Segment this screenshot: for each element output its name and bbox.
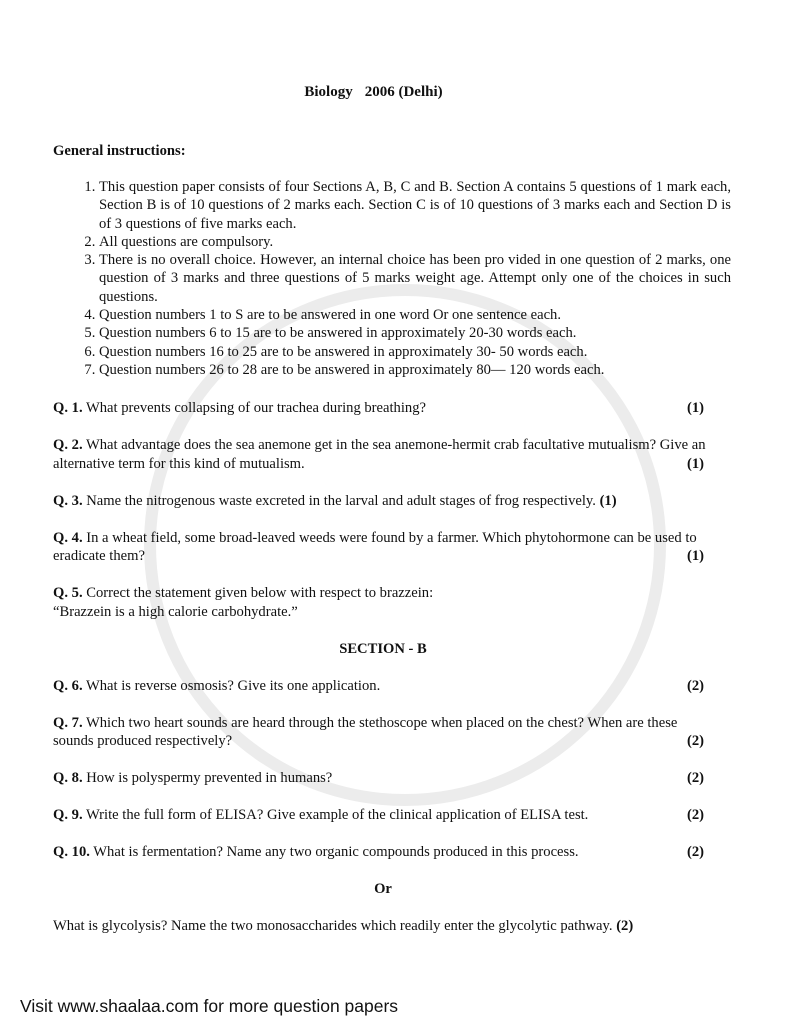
marks: (2) xyxy=(687,677,705,694)
marks: (2) xyxy=(616,918,634,935)
instructions-list xyxy=(53,178,731,379)
instructions-heading: General instructions: xyxy=(53,143,186,159)
question-3 xyxy=(53,492,713,511)
footer-text: Visit www.shaalaa.com for more question papers xyxy=(20,996,399,1016)
question-paper xyxy=(53,83,731,954)
question-1 xyxy=(53,399,713,418)
question-4 xyxy=(53,529,713,566)
instruction-item: 2. All questions are compulsory. xyxy=(99,233,731,251)
paper-title xyxy=(0,83,694,101)
question-text: In a wheat field, some broad-leaved weeds were found by a farmer. Which phytohormone can be used to eradicate them? xyxy=(53,529,697,565)
question-2 xyxy=(53,436,713,473)
question-quote: “Brazzein is a high calorie carbohydrate.” xyxy=(53,603,298,620)
instruction-item: 6. Question numbers 16 to 25 are to be answered in approximately 30- 50 words each. xyxy=(99,343,731,361)
instruction-item: 5. Question numbers 6 to 15 are to be answered in approximately 20-30 words each. xyxy=(99,324,731,342)
question-number: Q. 5. xyxy=(53,585,83,602)
question-number: Q. 7. xyxy=(53,714,83,731)
questions xyxy=(53,399,713,936)
question-text: Name the nitrogenous waste excreted in the larval and adult stages of frog respectively. xyxy=(86,492,596,509)
alternative-question xyxy=(53,917,713,936)
question-number: Q. 10. xyxy=(53,844,90,861)
question-text: What is glycolysis? Name the two monosaccharides which readily enter the glycolytic pathway. xyxy=(53,918,613,935)
question-8 xyxy=(53,769,713,788)
question-text: Which two heart sounds are heard through the stethoscope when placed on the chest? When are these sounds produced respectively? xyxy=(53,714,678,750)
marks: (2) xyxy=(687,733,705,750)
question-9 xyxy=(53,806,713,825)
marks: (1) xyxy=(599,492,617,509)
marks: (2) xyxy=(687,844,705,861)
marks: (2) xyxy=(687,770,705,787)
instruction-item: 1. This question paper consists of four Sections A, B, C and B. Section A contains 5 questions of 1 mark each, Section B is of 10 questions of 2 marks each. Section C is of 10 questions of 3 marks each and Section D is of 3 questions of five marks each. xyxy=(99,178,731,233)
question-text: Write the full form of ELISA? Give example of the clinical application of ELISA test. xyxy=(85,807,589,824)
subject: Biology xyxy=(304,84,353,100)
marks: (1) xyxy=(687,455,705,472)
marks: (1) xyxy=(687,400,705,417)
instruction-item: 7. Question numbers 26 to 28 are to be answered in approximately 80— 120 words each. xyxy=(99,361,731,379)
question-number: Q. 2. xyxy=(53,437,83,454)
question-text: Correct the statement given below with respect to brazzein: xyxy=(86,585,434,602)
question-7 xyxy=(53,714,713,751)
or-label: Or xyxy=(374,881,392,898)
instruction-item: 3. There is no overall choice. However, an internal choice has been pro vided in one question of 2 marks, one question of 3 marks and three questions of 5 marks weight age. Attempt only one of the choices in such questions. xyxy=(99,251,731,306)
question-10 xyxy=(53,843,713,862)
marks: (2) xyxy=(687,807,705,824)
question-number: Q. 8. xyxy=(53,770,83,787)
question-number: Q. 9. xyxy=(53,807,83,824)
question-text: What advantage does the sea anemone get in the sea anemone-hermit crab facultative mutualism? Give an alternative term for this kind of mutualism. xyxy=(53,437,706,472)
question-number: Q. 1. xyxy=(53,400,83,417)
question-number: Q. 3. xyxy=(53,492,83,509)
year: 2006 (Delhi) xyxy=(364,84,443,100)
question-number: Q. 4. xyxy=(53,529,83,546)
question-text: What is reverse osmosis? Give its one application. xyxy=(85,677,381,694)
question-6 xyxy=(53,677,713,696)
marks: (1) xyxy=(687,548,705,565)
question-5 xyxy=(53,584,713,621)
question-number: Q. 6. xyxy=(53,677,83,694)
instruction-item: 4. Question numbers 1 to S are to be answered in one word Or one sentence each. xyxy=(99,306,731,324)
question-text: What prevents collapsing of our trachea during breathing? xyxy=(85,400,426,417)
section-b-heading: SECTION - B xyxy=(339,640,427,657)
question-text: How is polyspermy prevented in humans? xyxy=(86,770,333,787)
question-text: What is fermentation? Name any two organic compounds produced in this process. xyxy=(93,844,579,861)
